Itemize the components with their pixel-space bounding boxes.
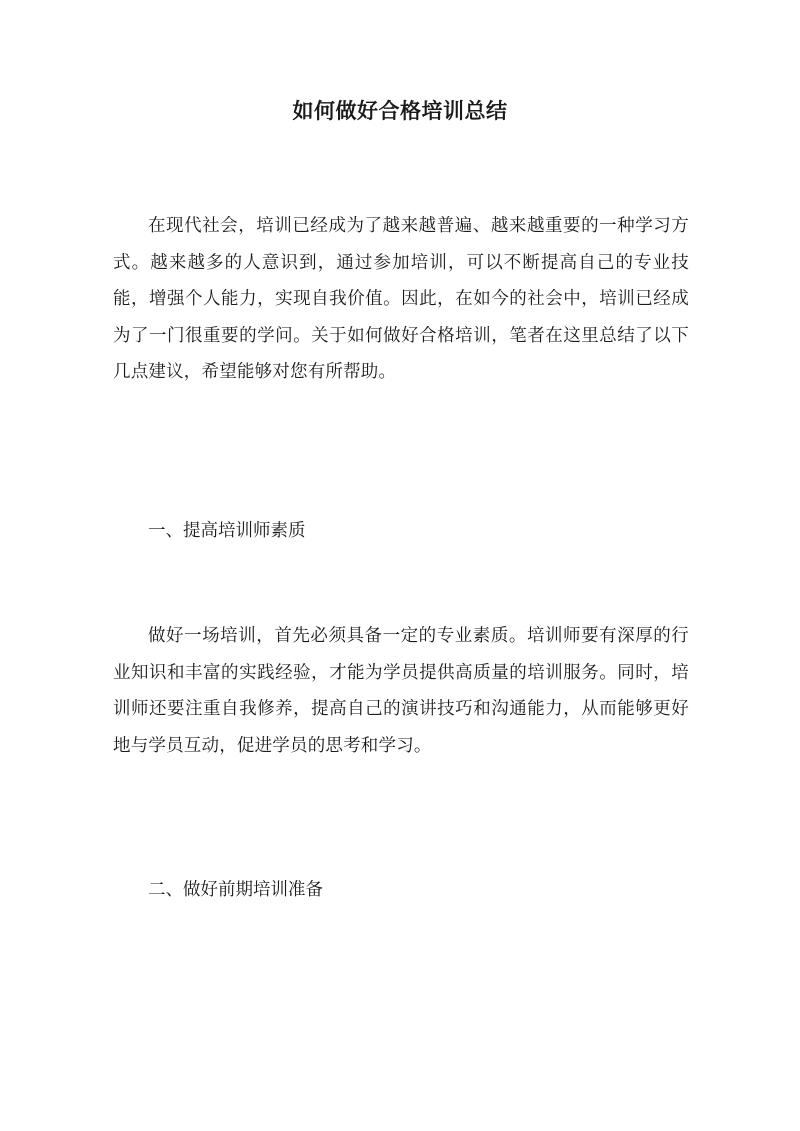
section-heading-1: 一、提高培训师素质	[148, 521, 306, 541]
document-title: 如何做好合格培训总结	[292, 98, 508, 123]
intro-paragraph: 在现代社会，培训已经成为了越来越普遍、越来越重要的一种学习方式。越来越多的人意识到，通过参加培训，可以不断提高自己的专业技能，增强个人能力，实现自我价值。因此，在如今的社会中，培训已经成为了一门很重要的学问。关于如何做好合格培训，笔者在这里总结了以下几点建议，希望能够对您有所帮助。	[113, 216, 689, 382]
section-heading-2: 二、做好前期培训准备	[148, 880, 323, 900]
section-body-1: 做好一场培训，首先必须具备一定的专业素质。培训师要有深厚的行业知识和丰富的实践经验，才能为学员提供高质量的培训服务。同时，培训师还要注重自我修养，提高自己的演讲技巧和沟通能力，从而能够更好地与学员互动，促进学员的思考和学习。	[113, 626, 689, 756]
